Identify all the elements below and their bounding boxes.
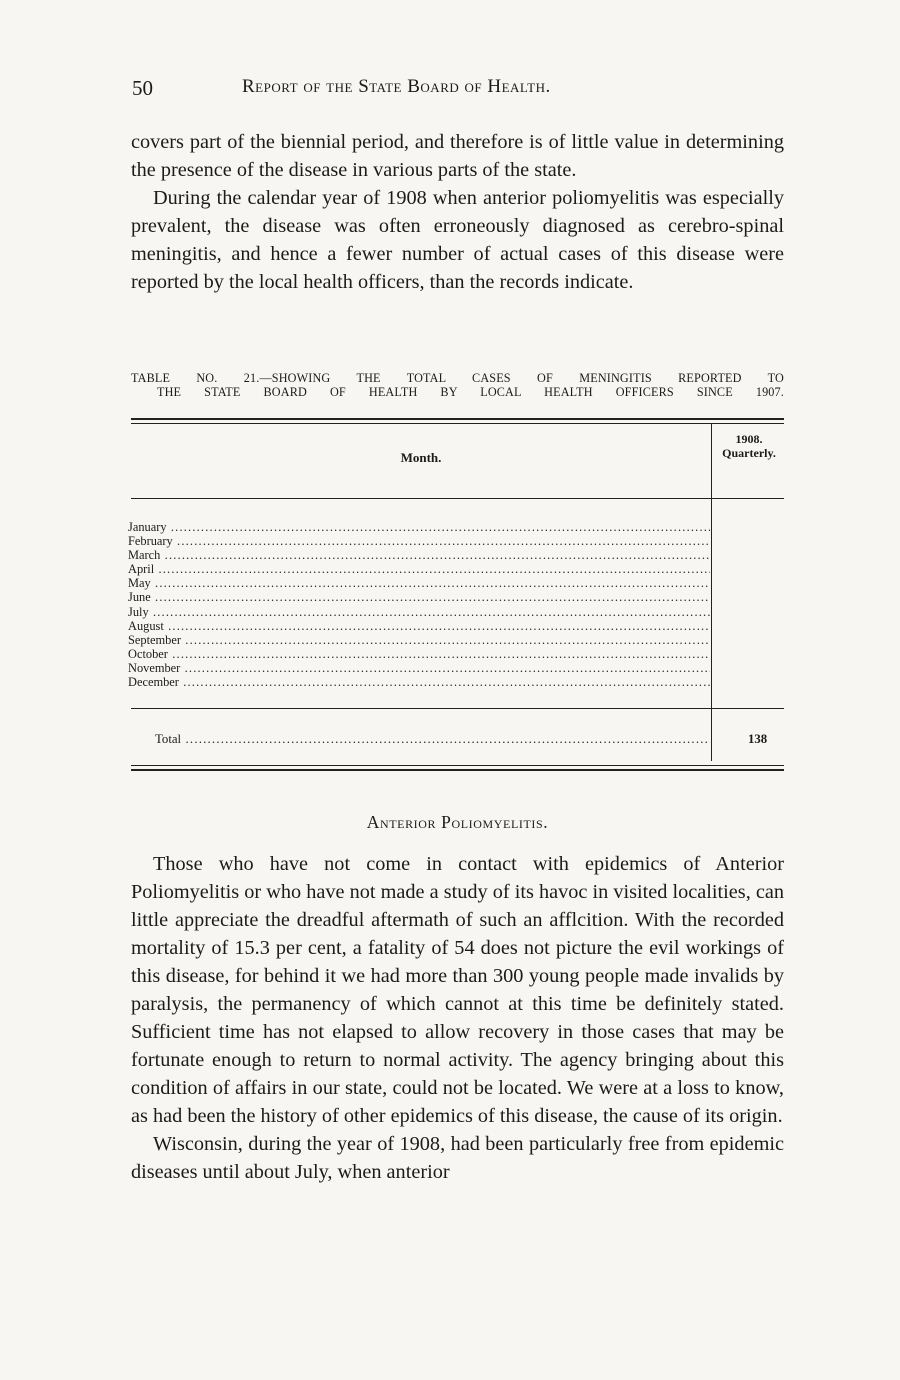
table-row bbox=[128, 590, 784, 604]
table-row bbox=[128, 633, 784, 647]
bottom-text bbox=[131, 850, 784, 1186]
month-label: April ..... bbox=[128, 562, 710, 576]
table-row bbox=[128, 562, 784, 576]
month-column-header: Month. bbox=[400, 450, 442, 465]
month-label: January ..... bbox=[128, 520, 710, 534]
total-top-rule bbox=[131, 708, 784, 709]
running-head-title: Report of the State Board of Health. bbox=[242, 76, 551, 97]
table-row bbox=[128, 605, 784, 619]
month-label: December ..... bbox=[128, 675, 710, 689]
paragraph-poliomyelitis: Those who have not come in contact with epidemics of Anterior Poliomyelitis or who have not made a study of its havoc in visited localities, can little appreciate the dreadful aftermath of such an afflcition. With the recorded mortality of 15.3 per cent, a fatality of 54 does not picture the evil workings of this disease, for behind it we had more than 300 young people made invalids by paralysis, the permanency of which cannot at this time be definitely stated. Sufficient time has not elapsed to allow recovery in those cases that may be fortunate enough to return to normal activity. The agency bringing about this condition of affairs in our state, could not be located. We were at a loss to know, as had been the history of other epidemics of this disease, the cause of its origin. bbox=[131, 853, 784, 1127]
month-label: February ..... bbox=[128, 534, 710, 548]
total-label: Total ..... bbox=[155, 731, 710, 747]
month-label: July ..... bbox=[128, 605, 710, 619]
table-row bbox=[128, 576, 784, 590]
table-caption-line-1: TABLE NO. 21.—SHOWING THE TOTAL CASES OF MENINGITIS REPORTED TO bbox=[131, 371, 784, 385]
table-caption bbox=[131, 371, 784, 399]
section-heading: Anterior Poliomyelitis. bbox=[366, 812, 549, 832]
table-row bbox=[128, 647, 784, 661]
table-top-rule-inner bbox=[131, 423, 784, 424]
month-label: May ..... bbox=[128, 576, 710, 590]
page-number: 50 bbox=[132, 76, 153, 100]
table-row bbox=[128, 548, 784, 562]
month-label: September ..... bbox=[128, 633, 710, 647]
paragraph-wisconsin: Wisconsin, during the year of 1908, had been particularly free from epidemic diseases until about July, when anterior bbox=[131, 1133, 784, 1183]
table-caption-line-2: THE STATE BOARD OF HEALTH BY LOCAL HEALTH OFFICERS SINCE 1907. bbox=[157, 385, 784, 399]
quarterly-column-header: 1908. Quarterly. bbox=[722, 432, 776, 460]
month-label: October ..... bbox=[128, 647, 710, 661]
month-label: November ..... bbox=[128, 661, 710, 675]
month-label: June ..... bbox=[128, 590, 710, 604]
header-bottom-rule bbox=[131, 498, 784, 499]
table-top-rule bbox=[131, 418, 784, 420]
top-text bbox=[131, 128, 784, 296]
running-head bbox=[132, 76, 784, 104]
table-row bbox=[128, 520, 784, 534]
table-row bbox=[128, 619, 784, 633]
table-row bbox=[128, 675, 784, 689]
month-label: March ..... bbox=[128, 548, 710, 562]
total-row bbox=[155, 731, 784, 747]
table-row bbox=[128, 534, 784, 548]
table-bottom-rule-outer bbox=[131, 769, 784, 771]
paragraph-continuation: covers part of the biennial period, and therefore is of little value in determining the presence of the disease in various parts of the state. bbox=[131, 131, 784, 181]
month-rows bbox=[128, 520, 784, 689]
month-label: August ..... bbox=[128, 619, 710, 633]
total-value: 138 bbox=[748, 732, 768, 746]
table-bottom-rule bbox=[131, 765, 784, 766]
paragraph-1908-diagnosis: During the calendar year of 1908 when anterior poliomyelitis was especially prevalent, the disease was often erroneously diagnosed as cerebro-spinal meningitis, and hence a fewer number of actual cases of this disease were reported by the local health officers, than the records indicate. bbox=[131, 187, 784, 293]
table-row bbox=[128, 661, 784, 675]
